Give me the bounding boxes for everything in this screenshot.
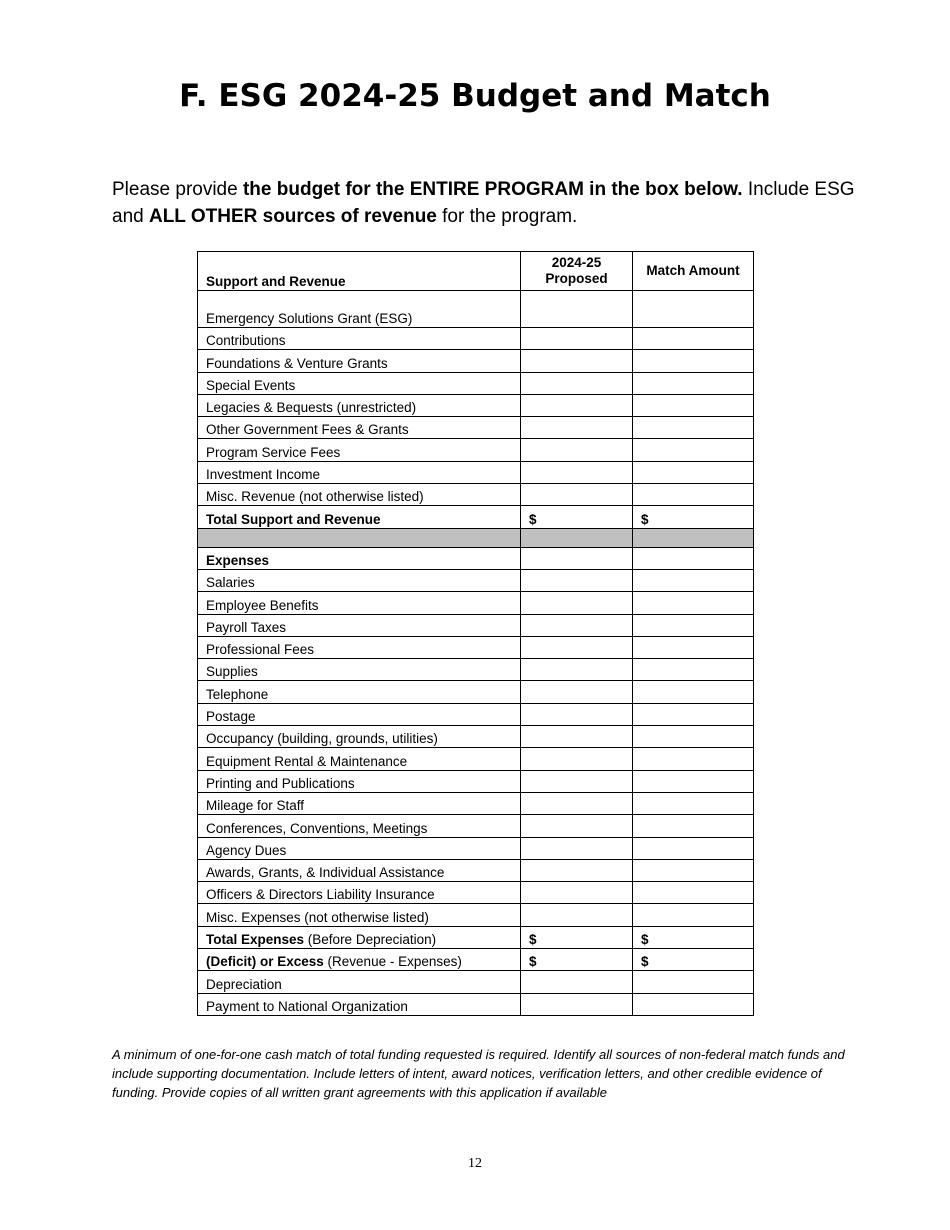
separator-cell	[521, 528, 633, 547]
table-header-row	[198, 252, 754, 291]
line-item-label: Occupancy (building, grounds, utilities)	[198, 726, 521, 748]
proposed-cell[interactable]	[521, 484, 633, 506]
expense-row	[198, 837, 754, 859]
match-cell[interactable]	[633, 748, 754, 770]
separator-cell	[198, 528, 521, 547]
separator-row	[198, 528, 754, 547]
budget-table	[197, 251, 754, 1016]
match-cell[interactable]	[633, 461, 754, 483]
proposed-cell[interactable]	[521, 328, 633, 350]
line-item-label: Special Events	[198, 372, 521, 394]
total-expenses-match[interactable]: $	[633, 926, 754, 948]
line-item-label: Legacies & Bequests (unrestricted)	[198, 394, 521, 416]
match-cell[interactable]	[633, 792, 754, 814]
line-item-label: Supplies	[198, 659, 521, 681]
proposed-cell[interactable]	[521, 993, 633, 1015]
match-cell[interactable]	[633, 703, 754, 725]
expense-row	[198, 904, 754, 926]
match-cell[interactable]	[633, 417, 754, 439]
expense-row	[198, 614, 754, 636]
line-item-label: Payroll Taxes	[198, 614, 521, 636]
proposed-cell[interactable]	[521, 770, 633, 792]
line-item-label: Depreciation	[198, 971, 521, 993]
match-cell[interactable]	[633, 372, 754, 394]
intro-text-1: Please provide	[112, 179, 243, 200]
proposed-cell[interactable]	[521, 291, 633, 328]
line-item-label: Agency Dues	[198, 837, 521, 859]
proposed-cell[interactable]	[521, 439, 633, 461]
expense-row	[198, 636, 754, 658]
match-cell[interactable]	[633, 971, 754, 993]
proposed-cell[interactable]	[521, 636, 633, 658]
line-item-label: Postage	[198, 703, 521, 725]
match-cell[interactable]	[633, 726, 754, 748]
proposed-cell[interactable]	[521, 461, 633, 483]
proposed-cell[interactable]	[521, 837, 633, 859]
proposed-cell[interactable]	[521, 882, 633, 904]
match-cell[interactable]	[633, 569, 754, 591]
match-cell[interactable]	[633, 837, 754, 859]
expense-row	[198, 815, 754, 837]
line-item-label: Professional Fees	[198, 636, 521, 658]
page-number: 12	[468, 1156, 482, 1171]
expense-row	[198, 681, 754, 703]
match-cell[interactable]	[633, 904, 754, 926]
match-cell[interactable]	[633, 350, 754, 372]
deficit-row	[198, 949, 754, 971]
proposed-cell[interactable]	[521, 792, 633, 814]
total-revenue-proposed[interactable]: $	[521, 506, 633, 528]
page-title: F. ESG 2024-25 Budget and Match	[179, 78, 771, 114]
proposed-cell[interactable]	[521, 859, 633, 881]
match-cell[interactable]	[633, 681, 754, 703]
intro-paragraph	[112, 176, 872, 230]
revenue-row	[198, 461, 754, 483]
match-cell[interactable]	[633, 882, 754, 904]
intro-bold-2: ALL OTHER sources of revenue	[148, 206, 437, 227]
line-item-label: Misc. Revenue (not otherwise listed)	[198, 484, 521, 506]
expenses-header-row	[198, 547, 754, 569]
expense-row	[198, 792, 754, 814]
match-cell[interactable]	[633, 394, 754, 416]
total-revenue-label: Total Support and Revenue	[198, 506, 521, 528]
proposed-cell[interactable]	[521, 726, 633, 748]
match-cell[interactable]	[633, 592, 754, 614]
line-item-label: Equipment Rental & Maintenance	[198, 748, 521, 770]
revenue-row	[198, 328, 754, 350]
revenue-row	[198, 417, 754, 439]
proposed-cell[interactable]	[521, 394, 633, 416]
intro-text-3: for the program.	[436, 206, 578, 227]
match-cell[interactable]	[633, 993, 754, 1015]
expense-row	[198, 859, 754, 881]
intro-bold-1: the budget for the ENTIRE PROGRAM in the box below.	[242, 179, 743, 200]
proposed-cell[interactable]	[521, 350, 633, 372]
revenue-row	[198, 350, 754, 372]
match-cell[interactable]	[633, 328, 754, 350]
proposed-cell[interactable]	[521, 592, 633, 614]
line-item-label: Other Government Fees & Grants	[198, 417, 521, 439]
expense-row	[198, 659, 754, 681]
deficit-match[interactable]: $	[633, 949, 754, 971]
revenue-row	[198, 394, 754, 416]
revenue-row	[198, 484, 754, 506]
total-expenses-label-rest: (Before Depreciation)	[304, 932, 437, 948]
expense-row	[198, 770, 754, 792]
proposed-cell[interactable]	[521, 569, 633, 591]
line-item-label: Emergency Solutions Grant (ESG)	[198, 291, 521, 328]
line-item-label: Investment Income	[198, 461, 521, 483]
expenses-header: Expenses	[198, 547, 521, 569]
match-cell[interactable]	[633, 659, 754, 681]
proposed-cell[interactable]	[521, 748, 633, 770]
match-cell[interactable]	[633, 859, 754, 881]
line-item-label: Foundations & Venture Grants	[198, 350, 521, 372]
proposed-cell[interactable]	[521, 971, 633, 993]
proposed-cell[interactable]	[521, 681, 633, 703]
deficit-label	[198, 949, 521, 971]
proposed-cell[interactable]	[521, 547, 633, 569]
line-item-label: Salaries	[198, 569, 521, 591]
total-revenue-match[interactable]: $	[633, 506, 754, 528]
proposed-cell[interactable]	[521, 815, 633, 837]
footnote: A minimum of one-for-one cash match of total funding requested is required. Identify all sources of non-federal match funds and include supporting documentation. Include letters of intent, award notices, verification letters, and other credible evidence of funding. Provide copies of all written grant agreements with this application if available	[112, 1047, 845, 1100]
total-expenses-label	[198, 926, 521, 948]
line-item-label: Officers & Directors Liability Insurance	[198, 882, 521, 904]
total-expenses-label-bold: Total Expenses	[206, 932, 305, 948]
line-item-label: Employee Benefits	[198, 592, 521, 614]
expense-row	[198, 569, 754, 591]
match-cell[interactable]	[633, 547, 754, 569]
line-item-label: Payment to National Organization	[198, 993, 521, 1015]
expense-row	[198, 748, 754, 770]
line-item-label: Telephone	[198, 681, 521, 703]
match-cell[interactable]	[633, 636, 754, 658]
revenue-row	[198, 372, 754, 394]
expense-row	[198, 592, 754, 614]
total-expenses-row	[198, 926, 754, 948]
header-support-revenue: Support and Revenue	[198, 252, 521, 291]
proposed-cell[interactable]	[521, 703, 633, 725]
line-item-label: Conferences, Conventions, Meetings	[198, 815, 521, 837]
expense-row	[198, 703, 754, 725]
match-cell[interactable]	[633, 291, 754, 328]
match-cell[interactable]	[633, 815, 754, 837]
revenue-row	[198, 439, 754, 461]
total-revenue-row	[198, 506, 754, 528]
expense-row	[198, 726, 754, 748]
deficit-label-rest: (Revenue - Expenses)	[323, 954, 462, 970]
deficit-proposed[interactable]: $	[521, 949, 633, 971]
revenue-row	[198, 291, 754, 328]
line-item-label: Mileage for Staff	[198, 792, 521, 814]
line-item-label: Awards, Grants, & Individual Assistance	[198, 859, 521, 881]
proposed-cell[interactable]	[521, 659, 633, 681]
line-item-label: Misc. Expenses (not otherwise listed)	[198, 904, 521, 926]
header-match-amount: Match Amount	[633, 252, 754, 291]
intro-text-2: Include ESG and	[112, 179, 855, 227]
proposed-cell[interactable]	[521, 904, 633, 926]
proposed-cell[interactable]	[521, 614, 633, 636]
proposed-cell[interactable]	[521, 417, 633, 439]
line-item-label: Printing and Publications	[198, 770, 521, 792]
separator-cell	[633, 528, 754, 547]
match-cell[interactable]	[633, 770, 754, 792]
header-proposed: 2024-25 Proposed	[521, 252, 633, 291]
total-expenses-proposed[interactable]: $	[521, 926, 633, 948]
proposed-cell[interactable]	[521, 372, 633, 394]
expense-row	[198, 882, 754, 904]
after-row	[198, 993, 754, 1015]
line-item-label: Contributions	[198, 328, 521, 350]
match-cell[interactable]	[633, 439, 754, 461]
match-cell[interactable]	[633, 614, 754, 636]
deficit-label-bold: (Deficit) or Excess	[206, 954, 324, 970]
match-cell[interactable]	[633, 484, 754, 506]
after-row	[198, 971, 754, 993]
line-item-label: Program Service Fees	[198, 439, 521, 461]
